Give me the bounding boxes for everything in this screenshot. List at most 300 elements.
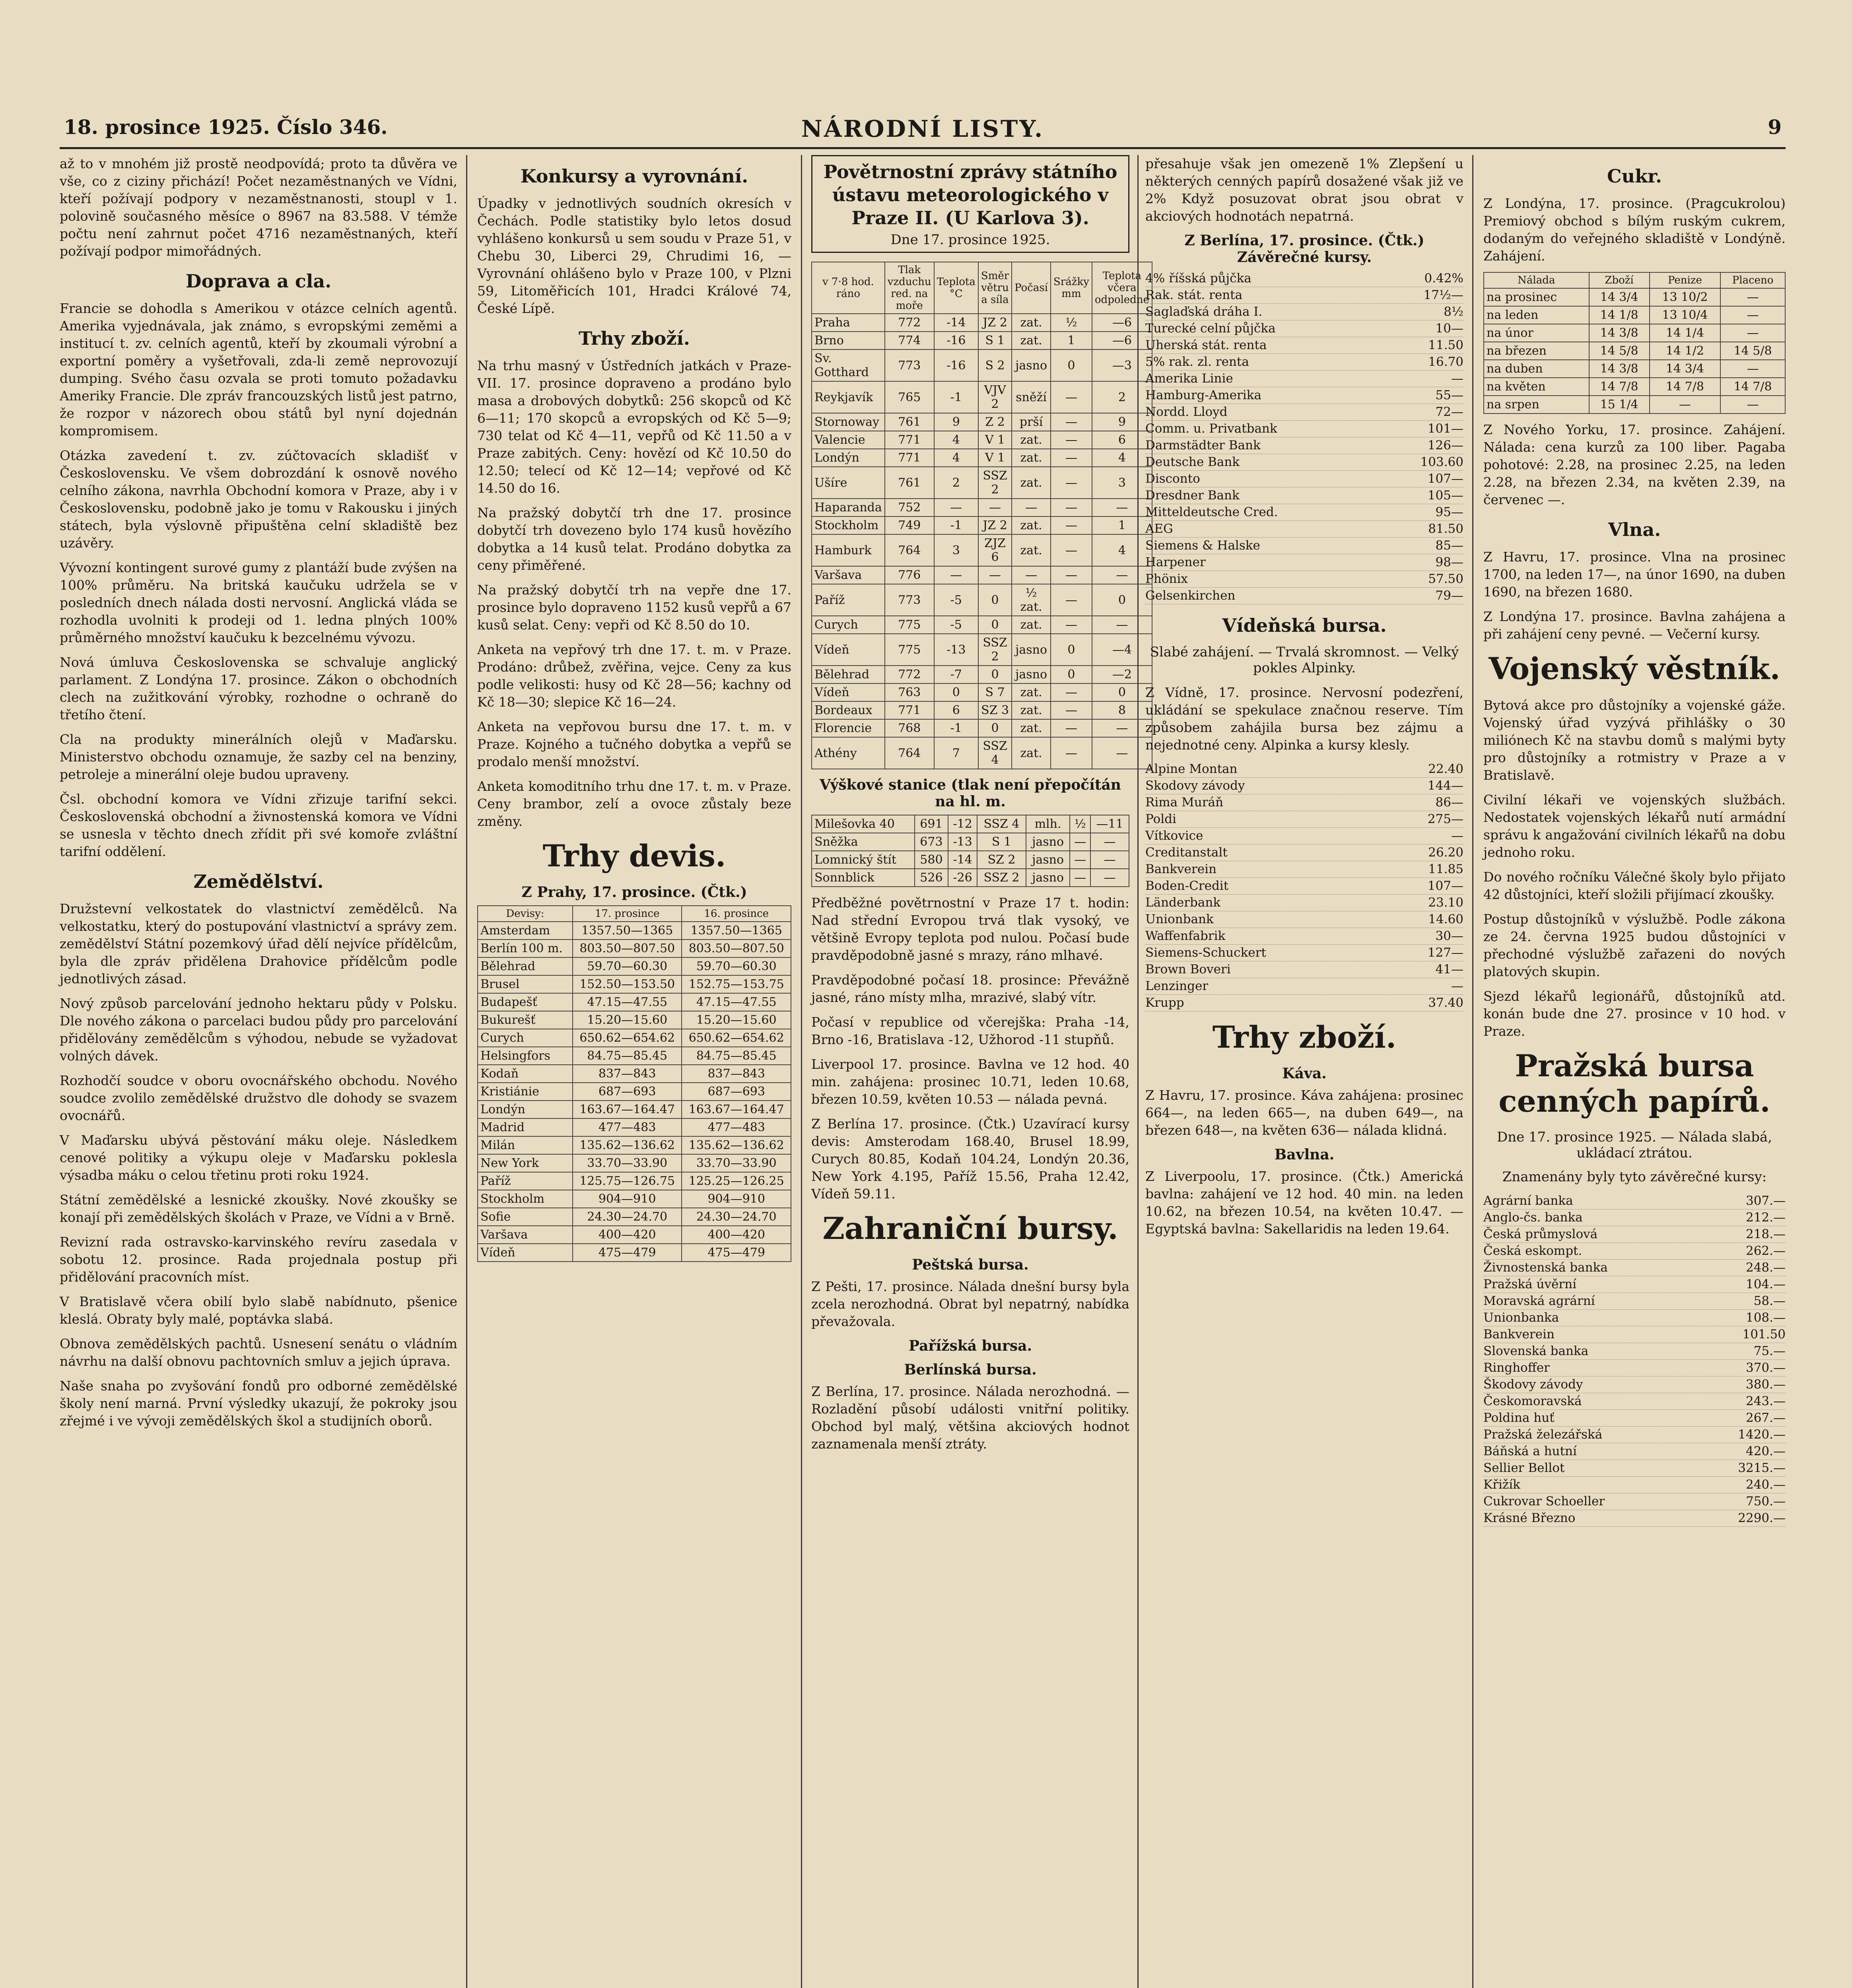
rate-value: 248.— <box>1745 1260 1786 1275</box>
weather-report-date: Dne 17. prosince 1925. <box>890 232 1050 248</box>
rate-value: Phönix <box>1145 572 1188 586</box>
table-cell: zat. <box>1012 737 1051 769</box>
table-cell: — <box>1092 737 1152 769</box>
table-header-cell: Placeno <box>1720 272 1785 288</box>
table-cell: Paříž <box>812 584 885 616</box>
rate-value: Česká eskompt. <box>1483 1244 1582 1258</box>
rate-value: 108.— <box>1745 1310 1786 1325</box>
table-cell: 477—483 <box>573 1118 682 1136</box>
prague-rate-row <box>1483 1393 1786 1410</box>
table-cell: Stockholm <box>478 1190 573 1208</box>
rate-value: 16.70 <box>1428 355 1463 369</box>
table-cell: Kristiánie <box>478 1083 573 1101</box>
berlin-rate-row <box>1145 538 1463 554</box>
rate-value: Disconto <box>1145 472 1200 486</box>
prague-rate-row <box>1483 1443 1786 1460</box>
table-header-cell: Teplota včera odpoledne <box>1092 262 1152 314</box>
table-cell: Vídeň <box>812 683 885 701</box>
table-cell: -16 <box>934 349 978 381</box>
table-cell: na březen <box>1484 342 1589 360</box>
table-cell: 59.70—60.30 <box>573 957 682 975</box>
rate-value: 26.20 <box>1428 845 1463 860</box>
table-cell: -16 <box>934 332 978 349</box>
article-paragraph: Z Pešti, 17. prosince. Nálada dnešní bursy byla zcela nerozhodná. Obrat byl nepatrný, nabídka převažovala. <box>811 1279 1129 1329</box>
rate-value: 75.— <box>1753 1344 1786 1358</box>
table-cell: 771 <box>885 449 934 467</box>
prague-rate-row <box>1483 1493 1786 1510</box>
table-cell: jasno <box>1026 833 1070 851</box>
high-stations-table <box>811 815 1129 887</box>
currency-row <box>478 922 791 940</box>
rate-value: 107— <box>1427 472 1463 486</box>
article-paragraph: Anketa komoditního trhu dne 17. t. m. v Praze. Ceny brambor, zelí a ovoce zůstaly beze změny. <box>477 779 791 829</box>
article-paragraph: Státní zemědělské a lesnické zkoušky. Nové zkoušky se konají při zemědělských školách v Praze, ve Vídni a v Brně. <box>60 1192 457 1225</box>
table-cell: 749 <box>885 516 934 534</box>
vienna-rate-row <box>1145 945 1463 961</box>
rate-value: Dresdner Bank <box>1145 488 1240 503</box>
table-cell: — <box>1650 396 1721 414</box>
table-cell: Vídeň <box>812 634 885 666</box>
table-cell: — <box>1720 306 1785 324</box>
vienna-rate-row <box>1145 978 1463 995</box>
table-cell: 768 <box>885 719 934 737</box>
table-cell: 14 1/8 <box>1589 306 1650 324</box>
table-cell: 33.70—33.90 <box>573 1154 682 1172</box>
section-heading-vienna: Vídeňská bursa. <box>1222 615 1387 636</box>
table-cell: na květen <box>1484 378 1589 396</box>
table-cell: — <box>1051 737 1092 769</box>
rate-value: Cukrovar Schoeller <box>1483 1494 1605 1508</box>
rate-value: 37.40 <box>1428 996 1463 1010</box>
table-cell: jasno <box>1012 349 1051 381</box>
column-sugar-military <box>1483 155 1786 1988</box>
table-cell: Londýn <box>478 1101 573 1118</box>
table-cell: 763 <box>885 683 934 701</box>
currency-row <box>478 1208 791 1226</box>
prague-rate-row <box>1483 1510 1786 1527</box>
table-cell: Sněžka <box>812 833 915 851</box>
weather-row <box>812 534 1152 566</box>
table-cell: SSZ 2 <box>977 869 1026 887</box>
masthead <box>60 115 1786 149</box>
rate-value: 370.— <box>1745 1361 1786 1375</box>
rate-value: Slovenská banka <box>1483 1344 1589 1358</box>
article-paragraph: Obnova zemědělských pachtů. Usnesení senátu o vládním návrhu na další obnovu pachtovních smluv a jejich úprava. <box>60 1336 457 1369</box>
currency-row <box>478 975 791 993</box>
weather-row <box>812 666 1152 683</box>
table-cell: Paříž <box>478 1172 573 1190</box>
prague-exchange-date: Dne 17. prosince 1925. — Nálada slabá, ukládací ztrátou. <box>1496 1129 1772 1161</box>
weather-row <box>812 616 1152 634</box>
table-cell: 1357.50—1365 <box>682 922 791 940</box>
table-cell: 761 <box>885 467 934 499</box>
rate-value: Unionbank <box>1145 912 1214 926</box>
table-cell: 3 <box>1092 467 1152 499</box>
currency-row <box>478 1083 791 1101</box>
table-cell: 803.50—807.50 <box>682 940 791 957</box>
section-heading-commodities: Trhy zboží. <box>1212 1019 1397 1055</box>
table-cell: Bělehrad <box>812 666 885 683</box>
table-cell: 0 <box>978 719 1012 737</box>
table-cell: ZJZ 6 <box>978 534 1012 566</box>
table-cell: — <box>1090 869 1129 887</box>
table-cell: 761 <box>885 413 934 431</box>
rate-value: 22.40 <box>1428 762 1463 776</box>
table-cell: Amsterdam <box>478 922 573 940</box>
table-cell: Sonnblick <box>812 869 915 887</box>
prague-rate-row <box>1483 1326 1786 1343</box>
table-cell: Berlín 100 m. <box>478 940 573 957</box>
rate-value: Bankverein <box>1145 862 1217 876</box>
table-header-cell: 16. prosince <box>682 906 791 922</box>
table-cell: 400—420 <box>573 1226 682 1244</box>
table-cell: 152.50—153.50 <box>573 975 682 993</box>
article-paragraph: Na pražský dobytčí trh dne 17. prosince dobytčí trh dovezeno bylo 174 kusů hovězího dobytka a 14 kusů telat. Prodáno dobytka za ceny přiměřené. <box>477 505 791 573</box>
table-header-cell: v 7·8 hod. ráno <box>812 262 885 314</box>
berlin-rate-row <box>1145 504 1463 521</box>
table-cell: 125.75—126.75 <box>573 1172 682 1190</box>
table-cell: SSZ 4 <box>978 737 1012 769</box>
table-cell: — <box>1012 499 1051 516</box>
table-cell: 650.62—654.62 <box>573 1029 682 1047</box>
rate-value: 240.— <box>1745 1477 1786 1492</box>
rate-value: Krásné Březno <box>1483 1511 1576 1525</box>
column-markets <box>477 155 791 1988</box>
vienna-rate-row <box>1145 794 1463 811</box>
berlin-rate-row <box>1145 371 1463 387</box>
article-paragraph: Civilní lékaři ve vojenských službách. Nedostatek vojenských lékařů nutí armádní správu k angažování civilních lékařů na dobu jednoho roku. <box>1483 792 1786 860</box>
rate-value: 41— <box>1435 962 1463 977</box>
table-cell: 13 10/4 <box>1650 306 1721 324</box>
rate-value: Alpine Montan <box>1145 762 1238 776</box>
rate-value: 380.— <box>1745 1377 1786 1392</box>
rate-value: Skodovy závody <box>1145 779 1245 793</box>
table-cell: zat. <box>1012 534 1051 566</box>
table-cell: Bukurešť <box>478 1011 573 1029</box>
article-paragraph: Cla na produkty minerálních olejů v Maďarsku. Ministerstvo obchodu oznamuje, že sazby cel na benziny, petroleje a minerální oleje budou upraveny. <box>60 732 457 782</box>
table-cell: 13 10/2 <box>1650 288 1721 306</box>
table-cell: 4 <box>1092 534 1152 566</box>
table-cell: 771 <box>885 431 934 449</box>
berlin-rate-row <box>1145 521 1463 538</box>
rate-value: Rima Muráň <box>1145 795 1223 810</box>
table-cell: V 1 <box>978 431 1012 449</box>
vienna-rate-row <box>1145 811 1463 828</box>
weather-row <box>812 701 1152 719</box>
currency-row <box>478 957 791 975</box>
currency-row <box>478 1101 791 1118</box>
table-cell: — <box>1092 719 1152 737</box>
rate-value: 262.— <box>1745 1244 1786 1258</box>
currency-row <box>478 1244 791 1262</box>
berlin-rate-row <box>1145 471 1463 487</box>
table-cell: JZ 2 <box>978 314 1012 332</box>
article-paragraph: Na pražský dobytčí trh na vepře dne 17. prosince bylo dopraveno 1152 kusů vepřů a 67 kusů selat. Ceny: vepři od Kč 8.50 do 10. <box>477 582 791 633</box>
vienna-summary: Slabé zahájení. — Trvalá skromnost. — Velký pokles Alpinky. <box>1150 644 1459 676</box>
table-cell: — <box>1051 413 1092 431</box>
table-cell: — <box>1051 449 1092 467</box>
rate-value: Živnostenská banka <box>1483 1260 1608 1275</box>
weather-row <box>812 719 1152 737</box>
table-cell: zat. <box>1012 332 1051 349</box>
table-cell: zat. <box>1012 616 1051 634</box>
rate-value: 95— <box>1435 505 1463 519</box>
sugar-row <box>1484 288 1785 306</box>
table-cell: — <box>1090 851 1129 869</box>
article-paragraph: Revizní rada ostravsko-karvinského revíru zasedala v sobotu 12. prosince. Rada projednala postup při přidělování pracovních míst. <box>60 1234 457 1285</box>
vienna-rate-row <box>1145 828 1463 845</box>
rate-value: 5% rak. zl. renta <box>1145 355 1249 369</box>
vienna-rate-row <box>1145 861 1463 878</box>
table-header-cell: Počasí <box>1012 262 1051 314</box>
table-cell: 0 <box>1051 349 1092 381</box>
vienna-rate-row <box>1145 761 1463 778</box>
berlin-rate-row <box>1145 304 1463 320</box>
table-header-cell: 17. prosince <box>573 906 682 922</box>
table-cell: 0 <box>978 666 1012 683</box>
table-cell: 125.25—126.25 <box>682 1172 791 1190</box>
currency-row <box>478 1190 791 1208</box>
table-cell: — <box>1051 701 1092 719</box>
section-heading-foreign-exchanges: Zahraniční bursy. <box>822 1211 1118 1246</box>
subheading-cotton: Bavlna. <box>1274 1146 1335 1163</box>
article-paragraph: Z Berlína 17. prosince. (Čtk.) Uzavírací kursy devis: Amsterodam 168.40, Brusel 18.99, Curych 80.85, Kodaň 104.24, Londýn 20.36, New York 4.195, Paříž 15.56, Praha 12.42, Vídeň 59.11. <box>811 1116 1129 1202</box>
rate-value: Siemens-Schuckert <box>1145 945 1266 960</box>
article-paragraph: Z Londýna 17. prosince. Bavlna zahájena a při zahájení ceny pevné. — Večerní kursy. <box>1483 609 1786 642</box>
prague-rate-row <box>1483 1310 1786 1326</box>
weather-row <box>812 634 1152 666</box>
table-cell: sněží <box>1012 381 1051 413</box>
section-heading-bankruptcies: Konkursy a vyrovnání. <box>520 165 748 187</box>
table-cell: 775 <box>885 616 934 634</box>
table-cell: 163.67—164.47 <box>682 1101 791 1118</box>
table-cell: -13 <box>934 634 978 666</box>
rate-value: 420.— <box>1745 1444 1786 1458</box>
table-cell: — <box>1051 566 1092 584</box>
article-paragraph: V Maďarsku ubývá pěstování máku oleje. Následkem cenové politiky a výkupu oleje v Maďarsku poklesla výsadba máku o celou třetinu proti roku 1924. <box>60 1132 457 1183</box>
sugar-row <box>1484 360 1785 378</box>
table-cell: 9 <box>934 413 978 431</box>
high-station-row <box>812 815 1129 833</box>
table-cell: 59.70—60.30 <box>682 957 791 975</box>
currency-row <box>478 1136 791 1154</box>
prague-rate-row <box>1483 1243 1786 1260</box>
rate-value: Unionbanka <box>1483 1310 1559 1325</box>
table-cell: Z 2 <box>978 413 1012 431</box>
table-cell: zat. <box>1012 683 1051 701</box>
table-cell: Budapešť <box>478 993 573 1011</box>
table-cell: — <box>1051 683 1092 701</box>
table-cell: Bordeaux <box>812 701 885 719</box>
rate-value: Báňská a hutní <box>1483 1444 1577 1458</box>
vienna-rate-row <box>1145 995 1463 1011</box>
currency-row <box>478 1154 791 1172</box>
prague-rate-row <box>1483 1376 1786 1393</box>
table-cell: 773 <box>885 584 934 616</box>
table-cell: Londýn <box>812 449 885 467</box>
table-cell: — <box>1070 869 1090 887</box>
rate-value: Pražská úvěrní <box>1483 1277 1577 1291</box>
prague-rate-row <box>1483 1293 1786 1310</box>
table-cell: 1 <box>1092 516 1152 534</box>
table-cell: Reykjavík <box>812 381 885 413</box>
weather-row <box>812 467 1152 499</box>
table-cell: 771 <box>885 701 934 719</box>
berlin-rate-row <box>1145 571 1463 588</box>
table-cell: Vídeň <box>478 1244 573 1262</box>
article-paragraph: Z Havru, 17. prosince. Vlna na prosinec 1700, na leden 17—, na únor 1690, na duben 1690, na březen 1680. <box>1483 549 1786 600</box>
rate-value: 144— <box>1427 779 1463 793</box>
table-cell: New York <box>478 1154 573 1172</box>
rate-value: Gelsenkirchen <box>1145 588 1236 603</box>
article-paragraph: Vývozní kontingent surové gumy z plantáží bude zvýšen na 100% průměru. Na britská kaučuku udržela se v posledních dnech nálada dosti nervosní. Anglická vláda se rozhodla uvolniti k prodeji od 1. ledna plných 100% průměrného množství kaučuku k bezcelnému vývozu. <box>60 560 457 645</box>
table-cell: 774 <box>885 332 934 349</box>
table-cell: — <box>1051 584 1092 616</box>
table-cell: 477—483 <box>682 1118 791 1136</box>
table-cell: -14 <box>948 851 977 869</box>
vienna-rate-row <box>1145 961 1463 978</box>
table-cell: 764 <box>885 737 934 769</box>
rate-value: Amerika Linie <box>1145 371 1233 386</box>
berlin-rate-row <box>1145 337 1463 354</box>
rate-value: 8½ <box>1444 305 1463 319</box>
table-cell: Kodaň <box>478 1065 573 1083</box>
table-cell: 152.75—153.75 <box>682 975 791 993</box>
table-cell: Athény <box>812 737 885 769</box>
high-stations-title: Výškové stanice (tlak není přepočítán na hl. m. <box>820 777 1121 810</box>
table-cell: 772 <box>885 314 934 332</box>
vienna-rate-row <box>1145 845 1463 861</box>
table-cell: 773 <box>885 349 934 381</box>
prague-rate-row <box>1483 1410 1786 1427</box>
article-paragraph: Z Havru, 17. prosince. Káva zahájena: prosinec 664—, na leden 665—, na duben 649—, na březen 648—, na květen 636— nálada klidná. <box>1145 1087 1463 1138</box>
table-cell: Sv. Gotthard <box>812 349 885 381</box>
rate-value: 127— <box>1427 945 1463 960</box>
table-cell: VJV 2 <box>978 381 1012 413</box>
rate-value: 11.85 <box>1428 862 1463 876</box>
newspaper-page <box>60 91 1786 1988</box>
rate-value: 98— <box>1435 555 1463 569</box>
table-cell: — <box>1051 516 1092 534</box>
table-cell: 14 3/4 <box>1650 360 1721 378</box>
table-cell: — <box>1720 396 1785 414</box>
table-header-cell: Srážky mm <box>1051 262 1092 314</box>
rate-value: Harpener <box>1145 555 1206 569</box>
rate-value: 750.— <box>1745 1494 1786 1508</box>
sugar-row <box>1484 306 1785 324</box>
table-cell: zat. <box>1012 431 1051 449</box>
table-cell: 3 <box>934 534 978 566</box>
table-cell: Praha <box>812 314 885 332</box>
table-cell: 775 <box>885 634 934 666</box>
table-cell: 14 1/4 <box>1650 324 1721 342</box>
table-cell: — <box>1070 851 1090 869</box>
rate-value: Anglo-čs. banka <box>1483 1210 1583 1225</box>
table-cell: 14 3/8 <box>1589 360 1650 378</box>
table-cell: SZ 2 <box>977 851 1026 869</box>
rate-value: Waffenfabrik <box>1145 929 1226 943</box>
table-cell: -1 <box>934 719 978 737</box>
table-cell: jasno <box>1026 869 1070 887</box>
berlin-rate-row <box>1145 487 1463 504</box>
table-cell: — <box>1720 288 1785 306</box>
table-cell: 904—910 <box>573 1190 682 1208</box>
table-cell: jasno <box>1012 666 1051 683</box>
rate-value: 275— <box>1427 812 1463 826</box>
section-heading-transport: Doprava a cla. <box>185 270 332 292</box>
table-header-cell: Teplota °C <box>934 262 978 314</box>
table-cell: Hamburk <box>812 534 885 566</box>
table-cell: Helsingfors <box>478 1047 573 1065</box>
table-cell: — <box>1051 499 1092 516</box>
weather-row <box>812 737 1152 769</box>
currency-row <box>478 1029 791 1047</box>
rate-value: 307.— <box>1745 1194 1786 1208</box>
rate-value: 101.50 <box>1742 1327 1786 1342</box>
table-cell: 2 <box>934 467 978 499</box>
table-cell: na únor <box>1484 324 1589 342</box>
table-cell: Brusel <box>478 975 573 993</box>
rate-value: 79— <box>1435 588 1463 603</box>
berlin-rate-row <box>1145 437 1463 454</box>
table-cell: 14 3/8 <box>1589 324 1650 342</box>
rate-value: Rak. stát. renta <box>1145 288 1243 302</box>
rate-value: Siemens & Halske <box>1145 538 1260 553</box>
rate-value: 3215.— <box>1738 1461 1786 1475</box>
rate-value: Česká průmyslová <box>1483 1227 1598 1241</box>
section-heading-currency: Trhy devis. <box>542 838 726 874</box>
rate-value: Creditanstalt <box>1145 845 1228 860</box>
weather-row <box>812 449 1152 467</box>
rate-value: 23.10 <box>1428 895 1463 910</box>
table-cell: Valencie <box>812 431 885 449</box>
rate-value: 105— <box>1427 488 1463 503</box>
berlin-rate-row <box>1145 320 1463 337</box>
table-cell: 0 <box>978 616 1012 634</box>
rate-value: 104.— <box>1745 1277 1786 1291</box>
table-cell: -13 <box>948 833 977 851</box>
table-cell: 650.62—654.62 <box>682 1029 791 1047</box>
prague-rate-row <box>1483 1226 1786 1243</box>
table-cell: -12 <box>948 815 977 833</box>
weather-row <box>812 349 1152 381</box>
weather-row <box>812 381 1152 413</box>
currency-row <box>478 1011 791 1029</box>
weather-row <box>812 413 1152 431</box>
article-paragraph: Liverpool 17. prosince. Bavlna ve 12 hod. 40 min. zahájena: prosinec 10.71, leden 10.68, březen 10.59, květen 10.53 — nálada pevná. <box>811 1056 1129 1107</box>
table-cell: -1 <box>934 516 978 534</box>
table-cell: Haparanda <box>812 499 885 516</box>
table-cell: S 1 <box>977 833 1026 851</box>
article-intro: až to v mnohém již prostě neodpovídá; proto ta důvěra ve vše, co z ciziny přichází! Počet nezaměstnaných ve Vídni, kteří požívají podpory v nezaměstnanosti, stoupl v 1. polovině současného měsíce o 8967 na 83.588. V témže počtu není zahrnut počet 4716 nezaměstnaných, kteří požívají podpor mimořádných. <box>60 156 457 259</box>
berlin-rate-row <box>1145 554 1463 571</box>
article-paragraph: Nový způsob parcelování jednoho hektaru půdy v Polsku. Dle nového zákona o parcelaci budou půdy pro parcelování přidělovány zemědělcům s výhodou, nebude se vyžadovat volných dávek. <box>60 996 457 1064</box>
rate-value: Ringhoffer <box>1483 1361 1550 1375</box>
table-cell: Milán <box>478 1136 573 1154</box>
table-cell: S 1 <box>978 332 1012 349</box>
weather-row <box>812 431 1152 449</box>
table-cell: — <box>1051 616 1092 634</box>
rate-value: Boden-Credit <box>1145 879 1229 893</box>
article-paragraph: Z Nového Yorku, 17. prosince. Zahájení. Nálada: cena kurzů za 100 liber. Pagaba pohotové: 2.28, na prosinec 2.25, na leden 2.28, na březen 2.34, na květen 2.39, na červenec —. <box>1483 422 1786 507</box>
table-cell: 0 <box>978 584 1012 616</box>
table-cell: jasno <box>1012 634 1051 666</box>
prague-rate-row <box>1483 1260 1786 1276</box>
currency-table-title: Z Prahy, 17. prosince. (Čtk.) <box>521 884 747 901</box>
prague-rate-row <box>1483 1460 1786 1477</box>
table-cell: -26 <box>948 869 977 887</box>
berlin-rates-list <box>1145 270 1463 604</box>
